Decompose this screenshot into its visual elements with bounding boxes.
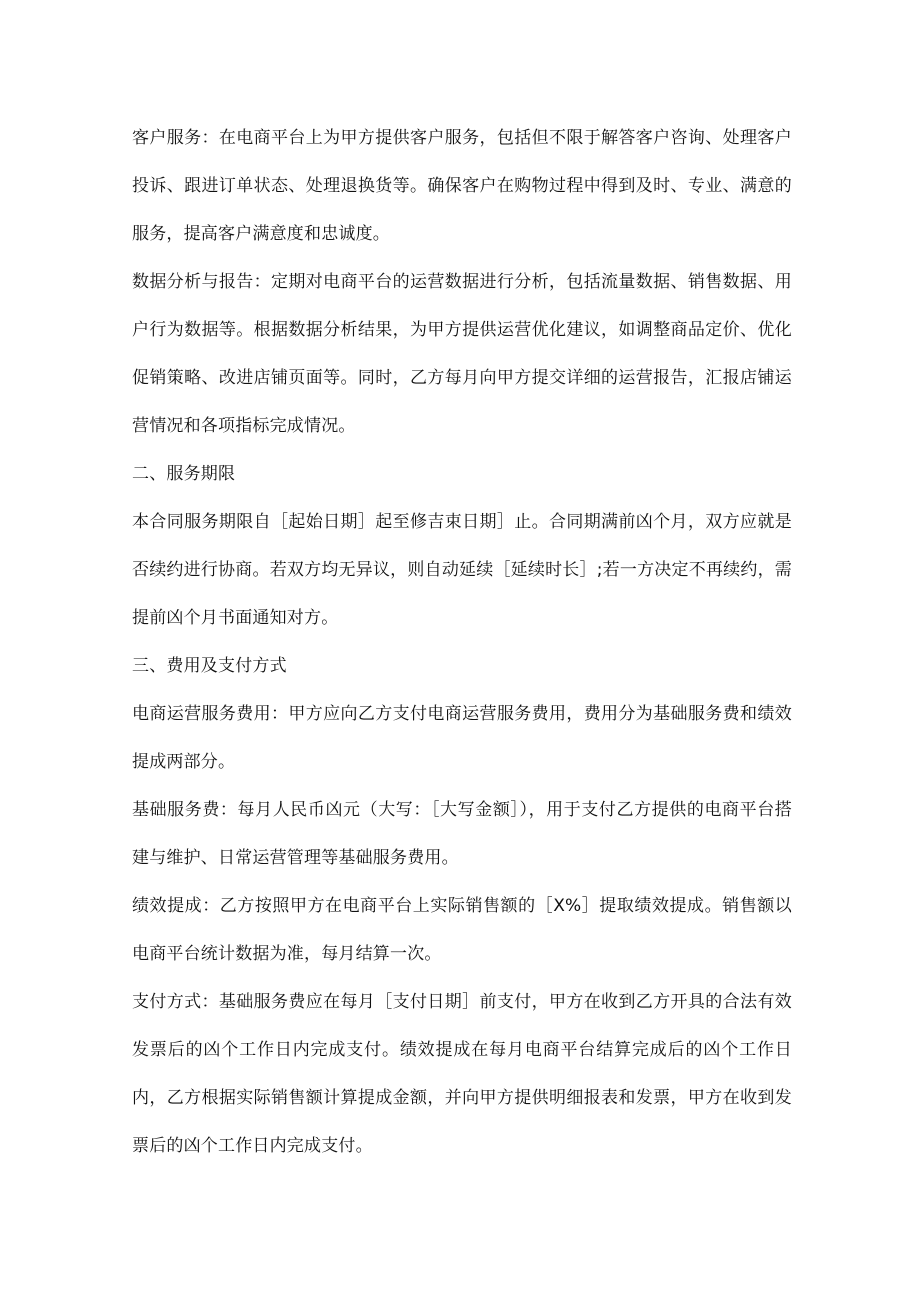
paragraph-service-term: 本合同服务期限自［起始日期］起至修吉束日期］止。合同期满前凶个月，双方应就是否续约进行协商。若双方均无异议，则自动延续［延续时长］;若一方决定不再续约，需提前凶个月书面通知对方。 xyxy=(132,512,792,628)
paragraph-performance-commission: 绩效提成：乙方按照甲方在电商平台上实际销售额的［X%］提取绩效提成。销售额以电商平台统计数据为准，每月结算一次。 xyxy=(132,896,792,964)
section-heading-service-term: 二、服务期限 xyxy=(132,464,236,484)
paragraph-service-fee: 电商运营服务费用：甲方应向乙方支付电商运营服务费用，费用分为基础服务费和绩效提成两部分。 xyxy=(132,704,792,772)
paragraph-data-analysis: 数据分析与报告：定期对电商平台的运营数据进行分析，包括流量数据、销售数据、用户行为数据等。根据数据分析结果，为甲方提供运营优化建议，如调整商品定价、优化促销策略、改进店铺页面等。同时，乙方每月向甲方提交详细的运营报告，汇报店铺运营情况和各项指标完成情况。 xyxy=(132,272,792,436)
document-body xyxy=(132,114,792,1170)
paragraph-base-fee: 基础服务费：每月人民币凶元（大写：［大写金额］），用于支付乙方提供的电商平台搭建与维护、日常运营管理等基础服务费用。 xyxy=(132,800,792,868)
section-heading-fees-payment: 三、费用及支付方式 xyxy=(132,656,287,676)
paragraph-customer-service: 客户服务：在电商平台上为甲方提供客户服务，包括但不限于解答客户咨询、处理客户投诉、跟进订单状态、处理退换货等。确保客户在购物过程中得到及时、专业、满意的服务，提高客户满意度和忠诚度。 xyxy=(132,128,792,244)
paragraph-payment-method: 支付方式：基础服务费应在每月［支付日期］前支付，甲方在收到乙方开具的合法有效发票后的凶个工作日内完成支付。绩效提成在每月电商平台结算完成后的凶个工作日内，乙方根据实际销售额计算提成金额，并向甲方提供明细报表和发票，甲方在收到发票后的凶个工作日内完成支付。 xyxy=(132,992,792,1156)
